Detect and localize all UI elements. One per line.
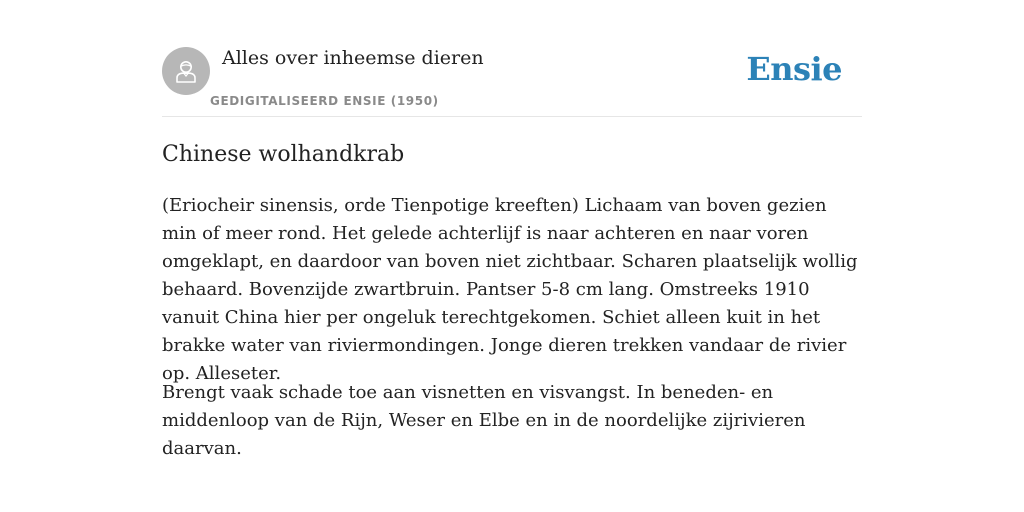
user-icon (172, 57, 200, 85)
article-paragraph: (Eriocheir sinensis, orde Tienpotige kreeften) Lichaam van boven gezien min of meer rond. Het gelede achterlijf is naar achteren en naar voren omgeklapt, en daardoor van boven niet zichtbaar. Scharen plaatselijk wollig behaard. Bovenzijde zwartbruin. Pantser 5-8 cm lang. Omstreeks 1910 vanuit China hier per ongeluk terechtgekomen. Schiet alleen kuit in het brakke water van riviermondingen. Jonge dieren trekken vandaar de rivier op. Alleseter. (162, 195, 858, 384)
source-label: GEDIGITALISEERD ENSIE (1950) (210, 94, 439, 108)
collection-title[interactable]: Alles over inheemse dieren (222, 47, 484, 69)
avatar[interactable] (162, 47, 210, 95)
page (162, 0, 862, 512)
article-title: Chinese wolhandkrab (162, 142, 405, 167)
brand-logo[interactable]: Ensie (746, 50, 842, 88)
header (162, 0, 862, 117)
article-paragraph: Brengt vaak schade toe aan visnetten en visvangst. In beneden- en middenloop van de Rijn, Weser en Elbe en in de noordelijke zijrivieren daarvan. (162, 382, 806, 459)
